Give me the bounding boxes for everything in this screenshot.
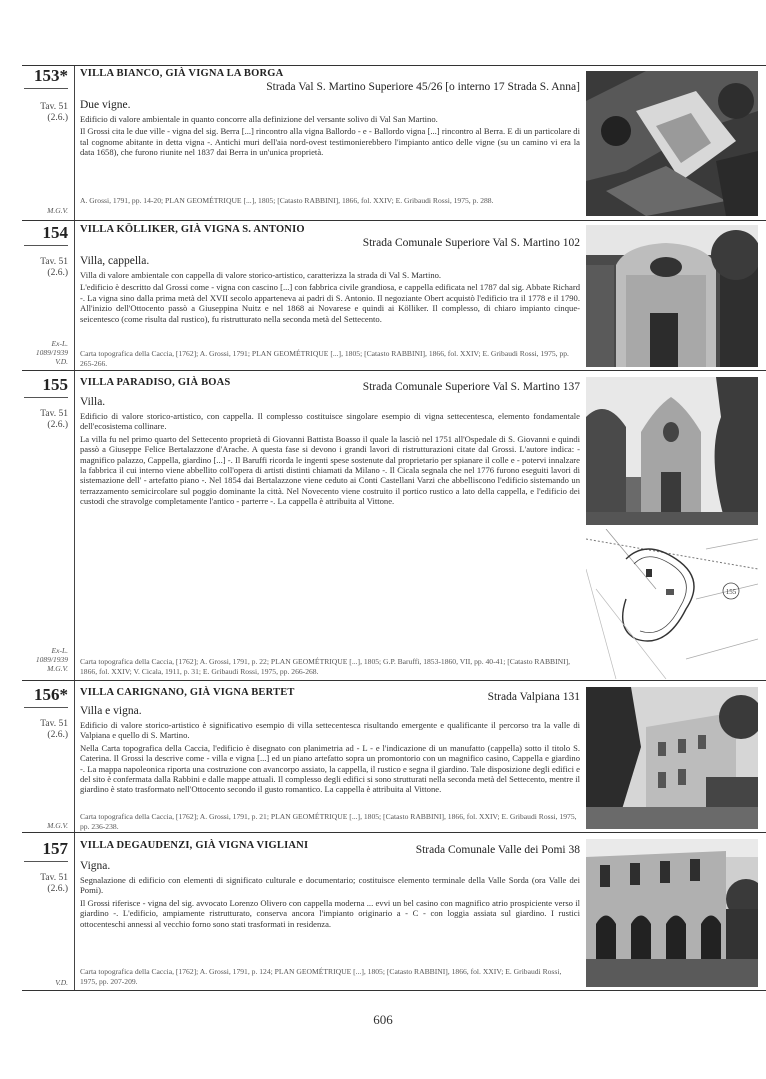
entry-type: Due vigne. (80, 99, 131, 111)
entry-address: Strada Comunale Superiore Val S. Martino 102 (362, 237, 580, 249)
entry-number: 156* (34, 685, 68, 704)
paragraph: Nella Carta topografica della Caccia, l'edificio è disegnato con planimetria ad - L - e l'indicazione di un manufatto (cappella) sotto il titolo S. Caterina. Il Grossi la descrive come - villa e vigna [...] ed un piano artefatto sopra un promontorio con un magnifico casino, Cappella e giardino -. La mappa napoleonica riporta una costruzione con avancorpo assiato, la cappella, il rustico e segna il giardino. Tale disposizione degli edifici e del sito è confermata dalla Rabbini e dalle mappe attuali. Il complesso degli edifici si sono strutturati nella seconda metà del Settecento, mentre il giardino è stato trasformato nell'Ottocento secondo il gusto romantico. La cappella è attribuita al Vittone. (80, 742, 580, 795)
divider (74, 833, 75, 991)
paragraph: Il Grossi riferisce - vigna del sig. avvocato Lorenzo Olivero con cappella moderna ... evvi un bel casino con magnifico atrio prospiciente verso il giardino -. L'edificio, ampiamente ristrutturato, conserva ancora l'impianto originario a - C - con loggia assiata sul giardino. I rustici ottocenteschi annessi al vecchio forno sono stati trasformati in residenza. (80, 897, 580, 929)
divider (24, 861, 68, 862)
divider (22, 990, 766, 991)
entry-number: 153* (34, 66, 68, 85)
plate-reference: Tav. 51 (2.6.) (40, 409, 68, 430)
site-map (586, 529, 758, 679)
bibliography: Carta topografica della Caccia, [1762]; A. Grossi, 1791, p. 21; PLAN GEOMÉTRIQUE [...], 1805; [Catasto RABBINI], 1866, fol. XXIV; E. Gribaudi Rossi, 1975, pp. 236-238. (80, 812, 577, 831)
entry-title: VILLA PARADISO, GIÀ BOAS (80, 377, 231, 388)
entry-body (80, 371, 580, 507)
entry-155 (22, 370, 766, 681)
entry-address: Strada Comunale Superiore Val S. Martino 137 (362, 381, 580, 393)
paragraph: Segnalazione di edificio con elementi di significato culturale e documentario; costituisce elemento terminale della Valle Sorda (ora Valle dei Pomi). (80, 875, 580, 896)
entry-address: Strada Val S. Martino Superiore 45/26 [o interno 17 Strada S. Anna] (266, 81, 580, 93)
divider (74, 681, 75, 833)
entry-address: Strada Valpiana 131 (487, 691, 580, 703)
plate-reference: Tav. 51 (2.6.) (40, 719, 68, 740)
entry-body (80, 681, 580, 795)
entry-body (80, 221, 580, 324)
paragraph: L'edificio è descritto dal Grossi come - vigna con cascino [...] con fabbrica civile grandiosa, e cappella edificata nel 1787 dal sig. Abbate Richard -. La vigna sino dalla prima metà del XVII secolo apparteneva ai padri di S. Antonio. Il negoziante Obert acquistò l'edificio tra il 1778 e il 1790. All'inizio dell'Ottocento passò a Giuseppina Nuitz e nel 1868 ai Novarese e quindi ai Kölliker. Il complesso, di chiaro impianto cinque-seicentesco (come risulta dal rustico), fu ristrutturato nella seconda metà del Settecento. (80, 282, 580, 324)
entry-type: Villa e vigna. (80, 705, 142, 717)
entry-type: Villa, cappella. (80, 255, 150, 267)
author-initials: V.D. (55, 978, 68, 987)
entry-address: Strada Comunale Valle dei Pomi 38 (415, 844, 580, 856)
entry-157 (22, 832, 766, 991)
villa-photo (586, 377, 758, 525)
loggia-photo (586, 839, 758, 987)
bibliography: Carta topografica della Caccia, [1762]; A. Grossi, 1791, p. 22; PLAN GEOMÉTRIQUE [...], 1805; G.P. Baruffi, 1853-1860, VII, pp. 40-41; [Catasto RABBINI], 1866, fol. XXIV; V. Cicala, 1911, p. 31; E. Gribaudi Rossi, 1975, pp. 266-268. (80, 657, 571, 676)
bibliography: Carta topografica della Caccia, [1762]; A. Grossi, 1791, p. 124; PLAN GEOMÉTRIQUE [...], 1805; [Catasto RABBINI], 1866, fol. XXIV; E. Gribaudi Rossi, 1975, pp. 207-209. (80, 967, 562, 986)
entry-number: 155 (42, 375, 68, 394)
villa-garden-photo (586, 687, 758, 829)
map-label: 155 (725, 588, 737, 596)
divider (74, 371, 75, 681)
page-number: 606 (373, 1012, 393, 1027)
entry-body (80, 66, 580, 158)
author-initials: M.G.V. (47, 821, 68, 830)
divider (74, 66, 75, 221)
entry-title: VILLA BIANCO, GIÀ VIGNA LA BORGA (80, 68, 284, 79)
aerial-photo (586, 71, 758, 216)
entry-type: Villa. (80, 396, 106, 408)
entry-number: 154 (42, 223, 68, 242)
author-initials: Ex-L. 1089/1939 M.G.V. (35, 646, 68, 673)
author-initials: M.G.V. (47, 206, 68, 215)
entry-title: VILLA KÖLLIKER, GIÀ VIGNA S. ANTONIO (80, 224, 305, 235)
entry-title: VILLA DEGAUDENZI, GIÀ VIGNA VIGLIANI (80, 840, 309, 851)
divider (74, 221, 75, 371)
paragraph: Il Grossi cita le due ville - vigna del sig. Berra [...] rincontro alla vigna Ballordo - e - Ballordo vigna [...] rincontro al Berra. E di un particolare di tal cognome abitante in detta vigna -. Antichi muri dell'aia nord-ovest testimonierebbero l'impianto antico delle vigne (su un camino vi era la data 1658), che furono riunite nel 1837 dai Berra in un'unica proprietà. (80, 126, 580, 158)
divider (24, 88, 68, 89)
plate-reference: Tav. 51 (2.6.) (40, 102, 68, 123)
entry-153 (22, 65, 766, 221)
divider (24, 707, 68, 708)
plate-reference: Tav. 51 (2.6.) (40, 873, 68, 894)
entry-number: 157 (42, 839, 68, 858)
chapel-photo (586, 225, 758, 367)
paragraph: La villa fu nel primo quarto del Settecento proprietà di Giovanni Battista Boasso il quale la lasciò nel 1751 all'Ospedale di S. Giovanni e quindi passò a Giuseppe Felice Bertalazzone d'Arache. A questa fase si devono i grandi lavori di ristrutturazioni citate dal Grossi. L'autore indica: - magnifico palazzo, Cappella, giardino [...] -. Il Baruffi ricorda le ingenti spese sostenute dal proprietario per spianare il colle e - potervi innalzare la fabbrica il cui interno viene abbellito coll'opera di artisti distinti chiamati da Milano -. Il Cicala segnala che nel 1776 furono eseguiti lavori di sistemazione dell' - artefatto piano -. Nel 1854 dai Bertalazzone viene ceduto ai Conti Castellani Varzi che abbelliscono l'edificio sistemando un terrazzamento semicircolare sul poggio dominante la città. Nel Novecento viene costruito il portico rustico a lato della cappella, e l'edificio dei custodi che stravolge completamente l'antico - parterre -. La cappella è attribuita al Vittone. (80, 433, 580, 507)
entry-156 (22, 680, 766, 833)
author-initials: Ex-L. 1089/1939 V.D. (35, 339, 68, 366)
entry-title: VILLA CARIGNANO, GIÀ VIGNA BERTET (80, 687, 295, 698)
entry-type: Vigna. (80, 860, 111, 872)
entry-body (80, 833, 580, 929)
plate-reference: Tav. 51 (2.6.) (40, 257, 68, 278)
paragraph: Edificio di valore storico-artistico, con cappella. Il complesso costituisce singolare esempio di vigna settecentesca, elemento fondamentale dell'ecosistema collinare. (80, 411, 580, 432)
entry-154 (22, 220, 766, 371)
bibliography: A. Grossi, 1791, pp. 14-20; PLAN GEOMÉTRIQUE [...], 1805; [Catasto RABBINI], 1866, fol. XXIV; E. Gribaudi Rossi, 1975, p. 288. (80, 196, 494, 205)
bibliography: Carta topografica della Caccia, [1762]; A. Grossi, 1791; PLAN GEOMÉTRIQUE [...], 1805; [Catasto RABBINI], 1866, fol. XXIV; E. Gribaudi Rossi, 1975, pp. 265-266. (80, 349, 569, 368)
divider (24, 245, 68, 246)
paragraph: Villa di valore ambientale con cappella di valore storico-artistico, caratterizza la strada di Val S. Martino. (80, 270, 442, 280)
paragraph: Edificio di valore ambientale in quanto concorre alla definizione del versante solivo di Val San Martino. (80, 114, 438, 124)
divider (24, 397, 68, 398)
paragraph: Edificio di valore storico-artistico è significativo esempio di villa settecentesca risultando emergente e qualificante il percorso tra la valle di Valpiana e quello di S. Martino. (80, 720, 580, 741)
